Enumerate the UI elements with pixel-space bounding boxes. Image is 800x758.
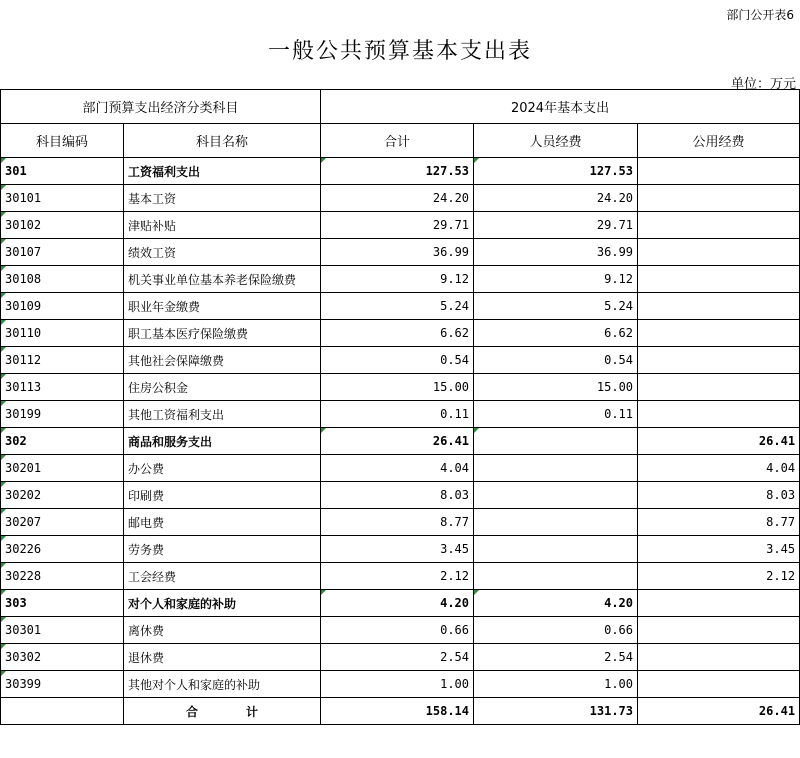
row-public [638, 320, 800, 347]
form-code: 部门公开表6 [726, 8, 794, 22]
table-row [1, 590, 800, 617]
row-total: 4.20 [321, 590, 474, 617]
row-name: 绩效工资 [124, 239, 321, 266]
row-code: 30228 [1, 563, 124, 590]
header-group-row [1, 90, 800, 124]
table-row [1, 455, 800, 482]
row-total: 24.20 [321, 185, 474, 212]
row-personnel [474, 509, 638, 536]
table-row [1, 212, 800, 239]
row-total: 1.00 [321, 671, 474, 698]
row-name: 对个人和家庭的补助 [124, 590, 321, 617]
row-public [638, 374, 800, 401]
row-name: 离休费 [124, 617, 321, 644]
row-personnel: 2.54 [474, 644, 638, 671]
row-total: 9.12 [321, 266, 474, 293]
row-personnel: 6.62 [474, 320, 638, 347]
row-code: 302 [1, 428, 124, 455]
row-public: 3.45 [638, 536, 800, 563]
row-personnel: 36.99 [474, 239, 638, 266]
row-total: 26.41 [321, 428, 474, 455]
row-name: 工资福利支出 [124, 158, 321, 185]
row-public [638, 401, 800, 428]
row-public [638, 644, 800, 671]
row-name: 职业年金缴费 [124, 293, 321, 320]
totals-personnel: 131.73 [474, 698, 638, 725]
table-row [1, 563, 800, 590]
row-total: 15.00 [321, 374, 474, 401]
row-total: 0.11 [321, 401, 474, 428]
row-name: 津贴补贴 [124, 212, 321, 239]
header-col-code: 科目编码 [1, 124, 124, 158]
table-row [1, 671, 800, 698]
row-code: 30108 [1, 266, 124, 293]
totals-public: 26.41 [638, 698, 800, 725]
totals-row [1, 698, 800, 725]
row-code: 30302 [1, 644, 124, 671]
row-code: 30207 [1, 509, 124, 536]
row-name: 办公费 [124, 455, 321, 482]
unit-label: 单位：万元 [730, 77, 796, 92]
row-name: 职工基本医疗保险缴费 [124, 320, 321, 347]
row-code: 30301 [1, 617, 124, 644]
row-public: 8.03 [638, 482, 800, 509]
row-code: 303 [1, 590, 124, 617]
table-row [1, 266, 800, 293]
row-name: 其他对个人和家庭的补助 [124, 671, 321, 698]
row-name: 其他社会保障缴费 [124, 347, 321, 374]
row-personnel: 4.20 [474, 590, 638, 617]
row-code: 30113 [1, 374, 124, 401]
table-row [1, 293, 800, 320]
row-public: 26.41 [638, 428, 800, 455]
totals-label: 合 计 [124, 698, 321, 725]
table-row [1, 401, 800, 428]
row-public [638, 671, 800, 698]
row-total: 8.77 [321, 509, 474, 536]
row-name: 邮电费 [124, 509, 321, 536]
row-public: 4.04 [638, 455, 800, 482]
row-name: 机关事业单位基本养老保险缴费 [124, 266, 321, 293]
row-total: 8.03 [321, 482, 474, 509]
table-row [1, 482, 800, 509]
row-public [638, 158, 800, 185]
row-code: 30110 [1, 320, 124, 347]
table-row [1, 185, 800, 212]
row-personnel: 5.24 [474, 293, 638, 320]
row-code: 30109 [1, 293, 124, 320]
row-name: 商品和服务支出 [124, 428, 321, 455]
table-row [1, 320, 800, 347]
row-total: 36.99 [321, 239, 474, 266]
row-personnel [474, 482, 638, 509]
row-code: 30201 [1, 455, 124, 482]
row-total: 2.12 [321, 563, 474, 590]
table-row [1, 374, 800, 401]
row-total: 3.45 [321, 536, 474, 563]
row-name: 退休费 [124, 644, 321, 671]
row-total: 29.71 [321, 212, 474, 239]
row-code: 30112 [1, 347, 124, 374]
header-col-personnel: 人员经费 [474, 124, 638, 158]
table-row [1, 536, 800, 563]
row-personnel: 0.54 [474, 347, 638, 374]
row-personnel [474, 428, 638, 455]
table-row [1, 347, 800, 374]
header-column-row [1, 124, 800, 158]
table-row [1, 239, 800, 266]
row-code: 30102 [1, 212, 124, 239]
row-name: 基本工资 [124, 185, 321, 212]
row-code: 30202 [1, 482, 124, 509]
row-code: 30199 [1, 401, 124, 428]
row-public [638, 347, 800, 374]
row-public [638, 266, 800, 293]
table-row [1, 428, 800, 455]
row-public [638, 239, 800, 266]
row-total: 0.66 [321, 617, 474, 644]
row-code: 30399 [1, 671, 124, 698]
row-total: 0.54 [321, 347, 474, 374]
header-col-public: 公用经费 [638, 124, 800, 158]
header-col-name: 科目名称 [124, 124, 321, 158]
row-public [638, 590, 800, 617]
row-name: 其他工资福利支出 [124, 401, 321, 428]
row-personnel [474, 536, 638, 563]
row-personnel: 9.12 [474, 266, 638, 293]
row-total: 6.62 [321, 320, 474, 347]
header-group-left: 部门预算支出经济分类科目 [1, 90, 321, 124]
row-public [638, 617, 800, 644]
row-name: 工会经费 [124, 563, 321, 590]
row-total: 4.04 [321, 455, 474, 482]
budget-table [0, 89, 800, 725]
row-personnel: 127.53 [474, 158, 638, 185]
totals-code [1, 698, 124, 725]
header-col-total: 合计 [321, 124, 474, 158]
row-public [638, 212, 800, 239]
row-personnel: 15.00 [474, 374, 638, 401]
row-personnel: 24.20 [474, 185, 638, 212]
row-total: 127.53 [321, 158, 474, 185]
row-public: 2.12 [638, 563, 800, 590]
row-personnel [474, 563, 638, 590]
totals-total: 158.14 [321, 698, 474, 725]
row-total: 5.24 [321, 293, 474, 320]
row-name: 住房公积金 [124, 374, 321, 401]
page-title: 一般公共预算基本支出表 [267, 39, 532, 64]
table-row [1, 617, 800, 644]
row-public [638, 293, 800, 320]
row-name: 劳务费 [124, 536, 321, 563]
row-personnel: 1.00 [474, 671, 638, 698]
row-code: 30226 [1, 536, 124, 563]
row-total: 2.54 [321, 644, 474, 671]
row-public: 8.77 [638, 509, 800, 536]
row-personnel: 0.66 [474, 617, 638, 644]
table-row [1, 509, 800, 536]
header-group-right: 2024年基本支出 [321, 90, 800, 124]
table-row [1, 158, 800, 185]
row-personnel: 0.11 [474, 401, 638, 428]
row-name: 印刷费 [124, 482, 321, 509]
row-public [638, 185, 800, 212]
row-code: 301 [1, 158, 124, 185]
row-personnel: 29.71 [474, 212, 638, 239]
row-code: 30101 [1, 185, 124, 212]
row-code: 30107 [1, 239, 124, 266]
row-personnel [474, 455, 638, 482]
table-row [1, 644, 800, 671]
